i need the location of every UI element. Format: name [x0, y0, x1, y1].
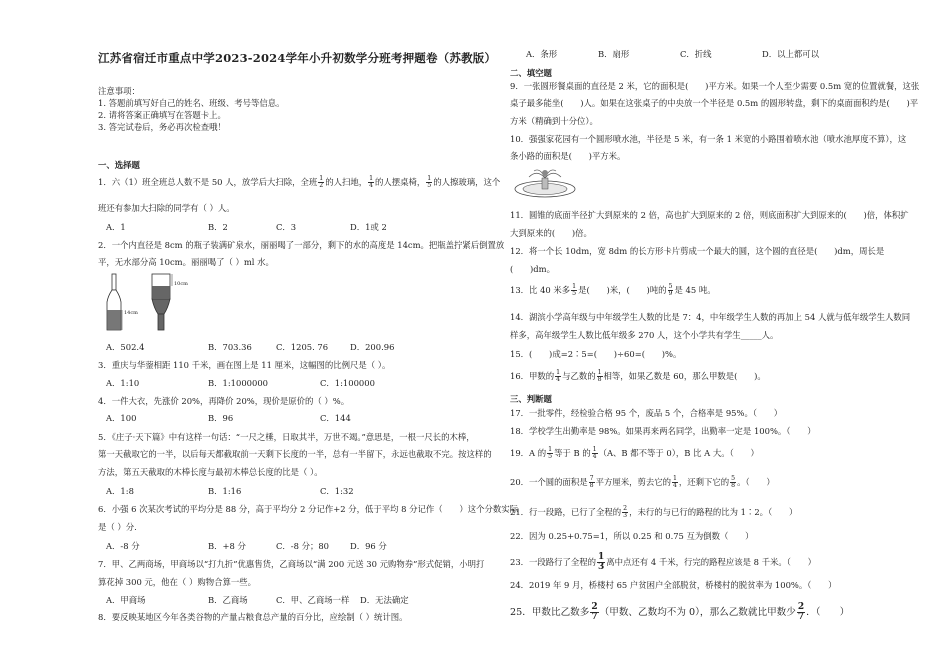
question-1-line2: 班还有参加大扫除的同学有（ ）人。: [98, 203, 235, 213]
fountain-pool-diagram: [512, 165, 578, 199]
question-15: 15．( )成=2∶5=( )÷60=( )%。: [510, 349, 682, 359]
question-7-line1: 7．甲、乙两商场，甲商场以“打九折”优惠售货，乙商场以“满 200 元送 30 元购物券”形式促销，小明打: [98, 559, 485, 569]
question-22: 22．因为 0.25+0.75=1，所以 0.25 和 0.75 互为倒数（ ）: [510, 531, 754, 541]
fraction: $\frac{1}{4}$: [556, 369, 561, 384]
option-a: A．1:8: [106, 486, 134, 496]
question-17: 17．一批零件，经检验合格 95 个，废品 5 个，合格率是 95%。（ ）: [510, 408, 783, 418]
question-12-line2: ( )dm。: [510, 264, 555, 274]
option-d: D．96 分: [350, 541, 387, 551]
fraction: $\frac{1}{4}$: [672, 475, 677, 490]
question-18: 18．学校学生出勤率是 98%。如果再来两名同学，出勤率一定是 100%。（ ）: [510, 426, 816, 436]
question-1-line1: [98, 176, 500, 189]
option-b: B．乙商场: [208, 595, 248, 605]
question-5-line3: 方法，第五天截取的木棒长度与最初木棒总长度的比是（ ）。: [98, 467, 323, 477]
question-10-line2: 条小路的面积是( )平方米。: [510, 151, 626, 161]
q1-text-d: 的人擦玻璃，这个: [433, 177, 501, 188]
question-8: 8．要反映某地区今年各类谷物的产量占粮食总产量的百分比，应绘制（ ）统计图。: [98, 612, 408, 622]
fraction: $\frac{1}{4}$: [592, 446, 597, 461]
question-20: 20．一个圆的面积是 $\frac{7}{8}$ 平方厘米，剪去它的 $\frac{1}{4}$ ，还剩下它的 $\frac{5}{8}$ 。（ ）: [510, 475, 775, 490]
fraction: $\frac{2}{7}$: [797, 602, 805, 622]
option-b: B．+8 分: [208, 541, 246, 551]
fraction: $\frac{1}{2}$: [319, 175, 324, 190]
option-c: C．3: [276, 222, 297, 232]
option-b: B．扇形: [598, 49, 630, 59]
question-6-line1: 6．小强 6 次某次考试的平均分是 88 分，高于平均分 2 分记作+2 分，低于平均 8 分记作（ ）这个分数实际: [98, 504, 519, 514]
fraction: $\frac{2}{3}$: [623, 505, 628, 520]
question-7-line2: 算花掉 300 元，他在（ ）购物合算一些。: [98, 577, 256, 587]
option-a: A．100: [106, 413, 137, 423]
option-a: A．条形: [526, 49, 558, 59]
question-23: 23．一段路行了全程的 $\frac{1}{3}$ 离中点还有 4 千米，行完的路程应该是 8 千米。（ ）: [510, 552, 817, 572]
option-a: A．-8 分: [106, 541, 140, 551]
question-19: 19．A 的 $\frac{1}{5}$ 等于 B 的 $\frac{1}{4}$ （A、B 都不等于 0），B 比 A 大。（ ）: [510, 446, 759, 461]
bottle-label-14cm: 14cm: [124, 310, 138, 316]
fraction: $\frac{2}{7}$: [591, 602, 598, 622]
bottle-label-10cm: 10cm: [174, 281, 188, 287]
question-6-line2: 是（ ）分.: [98, 522, 137, 532]
question-2-line1: 2．一个内直径是 8cm 的瓶子装满矿泉水，丽丽喝了一部分，剩下的水的高度是 14cm。把瓶盖拧紧后倒置放: [98, 240, 505, 250]
section-heading-choice: 一、选择题: [98, 160, 140, 170]
question-24: 24．2019 年 9 月，桥楼村 65 户贫困户全部脱贫，桥楼村的脱贫率为 100%。（ ）: [510, 580, 837, 590]
option-a: A．1: [106, 222, 126, 232]
fraction: $\frac{1}{5}$: [427, 175, 432, 190]
option-b: B．2: [208, 222, 228, 232]
q1-text-b: 的人扫地，: [325, 177, 368, 188]
page-title: 江苏省宿迁市重点中学2023-2024学年小升初数学分班考押题卷（苏教版）: [98, 51, 497, 65]
fraction: $\frac{1}{5}$: [572, 283, 577, 298]
question-3: 3．重庆与华蓥相距 110 千米，画在图上是 11 厘米，这幅图的比例尺是（ ）。: [98, 360, 391, 370]
question-5-line1: 5．《庄子·天下篇》中有这样一句话：“一尺之棰，日取其半，万世不竭。”意思是，一根一尺长的木棒，: [98, 432, 475, 442]
option-d: D．无法确定: [360, 595, 409, 605]
option-c: C．-8 分；80: [276, 541, 330, 551]
option-c: C．1:32: [320, 486, 354, 496]
notice-heading: 注意事项：: [98, 86, 140, 96]
fraction: $\frac{1}{5}$: [548, 446, 553, 461]
question-4: 4．一件大衣，先涨价 20%，再降价 20%，现价是原价的（ ）%。: [98, 396, 350, 406]
answer-blank: _____: [740, 330, 762, 340]
fraction: $\frac{1}{3}$: [598, 552, 605, 572]
fraction: $\frac{5}{9}$: [668, 283, 673, 298]
option-b: B．1:16: [208, 486, 242, 496]
option-a: A．1:10: [106, 378, 140, 388]
option-c: C．144: [320, 413, 351, 423]
section-heading-fill: 二、填空题: [510, 68, 552, 78]
question-16: 16．甲数的 $\frac{1}{4}$ 与乙数的 $\frac{1}{8}$ 相等，如果乙数是 60，那么甲数是( )。: [510, 369, 766, 384]
section-heading-judge: 三、判断题: [510, 394, 552, 404]
option-b: B．1:1000000: [208, 378, 268, 388]
question-13: 13．比 40 米多 $\frac{1}{5}$ 是( )米，( )吨的 $\frac{5}{9}$ 是 45 吨。: [510, 283, 716, 298]
q1-text-a: 1．六（1）班全班总人数不是 50 人，放学后大扫除，全班: [98, 177, 318, 188]
option-a: A．甲商场: [106, 595, 146, 605]
question-5-line2: 第一天截取它的一半，以后每天都截取前一天剩下长度的一半，总有一半留下，永远也截取不完。按这样的: [98, 449, 492, 459]
option-c: C．折线: [680, 49, 712, 59]
q1-text-c: 的人摆桌椅，: [375, 177, 426, 188]
question-21: 21．行一段路，已行了全程的 $\frac{2}{3}$ ，未行的与已行的路程的比为 1∶2。（ ）: [510, 505, 798, 520]
question-11-line1: 11．圆锥的底面半径扩大到原来的 2 倍，高也扩大到原来的 2 倍，则底面积扩大到原来的( )倍，体积扩: [510, 210, 909, 220]
option-b: B．96: [208, 413, 234, 423]
question-11-line2: 大到原来的( )倍。: [510, 228, 592, 238]
question-14-line2: 样多，高年级学生人数比低年级多 270 人，这个小学共有学生_____人。: [510, 330, 779, 340]
fraction: $\frac{1}{4}$: [369, 175, 374, 190]
option-d: D．以上都可以: [762, 49, 819, 59]
question-9-line1: 9．一张圆形餐桌面的直径是 2 米，它的面积是( )平方米。如果一个人至少需要 0.5m 宽的位置就餐，这张: [510, 81, 920, 91]
option-c: C．1205. 76: [276, 342, 329, 352]
option-c: C．甲、乙商场一样: [276, 595, 350, 605]
notice-item: 2. 请将答案正确填写在答题卡上。: [98, 110, 226, 120]
question-10-line1: 10．强强家花园有一个圆形喷水池，半径是 5 米，有一条 1 米宽的小路围着喷水池（喷水池厚度不算），这: [510, 134, 907, 144]
notice-item: 3. 答完试卷后，务必再次检查哦！: [98, 122, 226, 132]
option-c: C．1:100000: [320, 378, 375, 388]
question-25: 25．甲数比乙数多 $\frac{2}{7}$ （甲数、乙数均不为 0），那么乙数就比甲数少 $\frac{2}{7}$ ．（ ）: [510, 602, 850, 622]
option-a: A．502.4: [106, 342, 145, 352]
question-2-line2: 平，无水部分高 10cm。丽丽喝了（ ）ml 水。: [98, 257, 274, 267]
question-9-line3: 方米（精确到十分位）。: [510, 116, 598, 126]
option-d: D．1或 2: [350, 222, 387, 232]
option-b: B．703.36: [208, 342, 252, 352]
question-14-line1: 14．湖滨小学高年级与中年级学生人数的比是 7：4，中年级学生人数的再加上 54 人就与低年级学生人数同: [510, 312, 911, 322]
fraction: $\frac{5}{8}$: [731, 475, 736, 490]
question-12-line1: 12．将一个长 10dm，宽 8dm 的长方形卡片剪成一个最大的圆，这个圆的直径是( )dm，周长是: [510, 246, 885, 256]
option-d: D．200.96: [350, 342, 395, 352]
notice-item: 1. 答题前填写好自己的姓名、班级、考号等信息。: [98, 98, 285, 108]
question-9-line2: 桌子最多能坐( )人。如果在这张桌子的中央放一个半径是 0.5m 的圆形转盘，剩下的桌面面积约是( )平: [510, 98, 919, 108]
fraction: $\frac{1}{8}$: [597, 369, 602, 384]
fraction: $\frac{7}{8}$: [589, 475, 594, 490]
